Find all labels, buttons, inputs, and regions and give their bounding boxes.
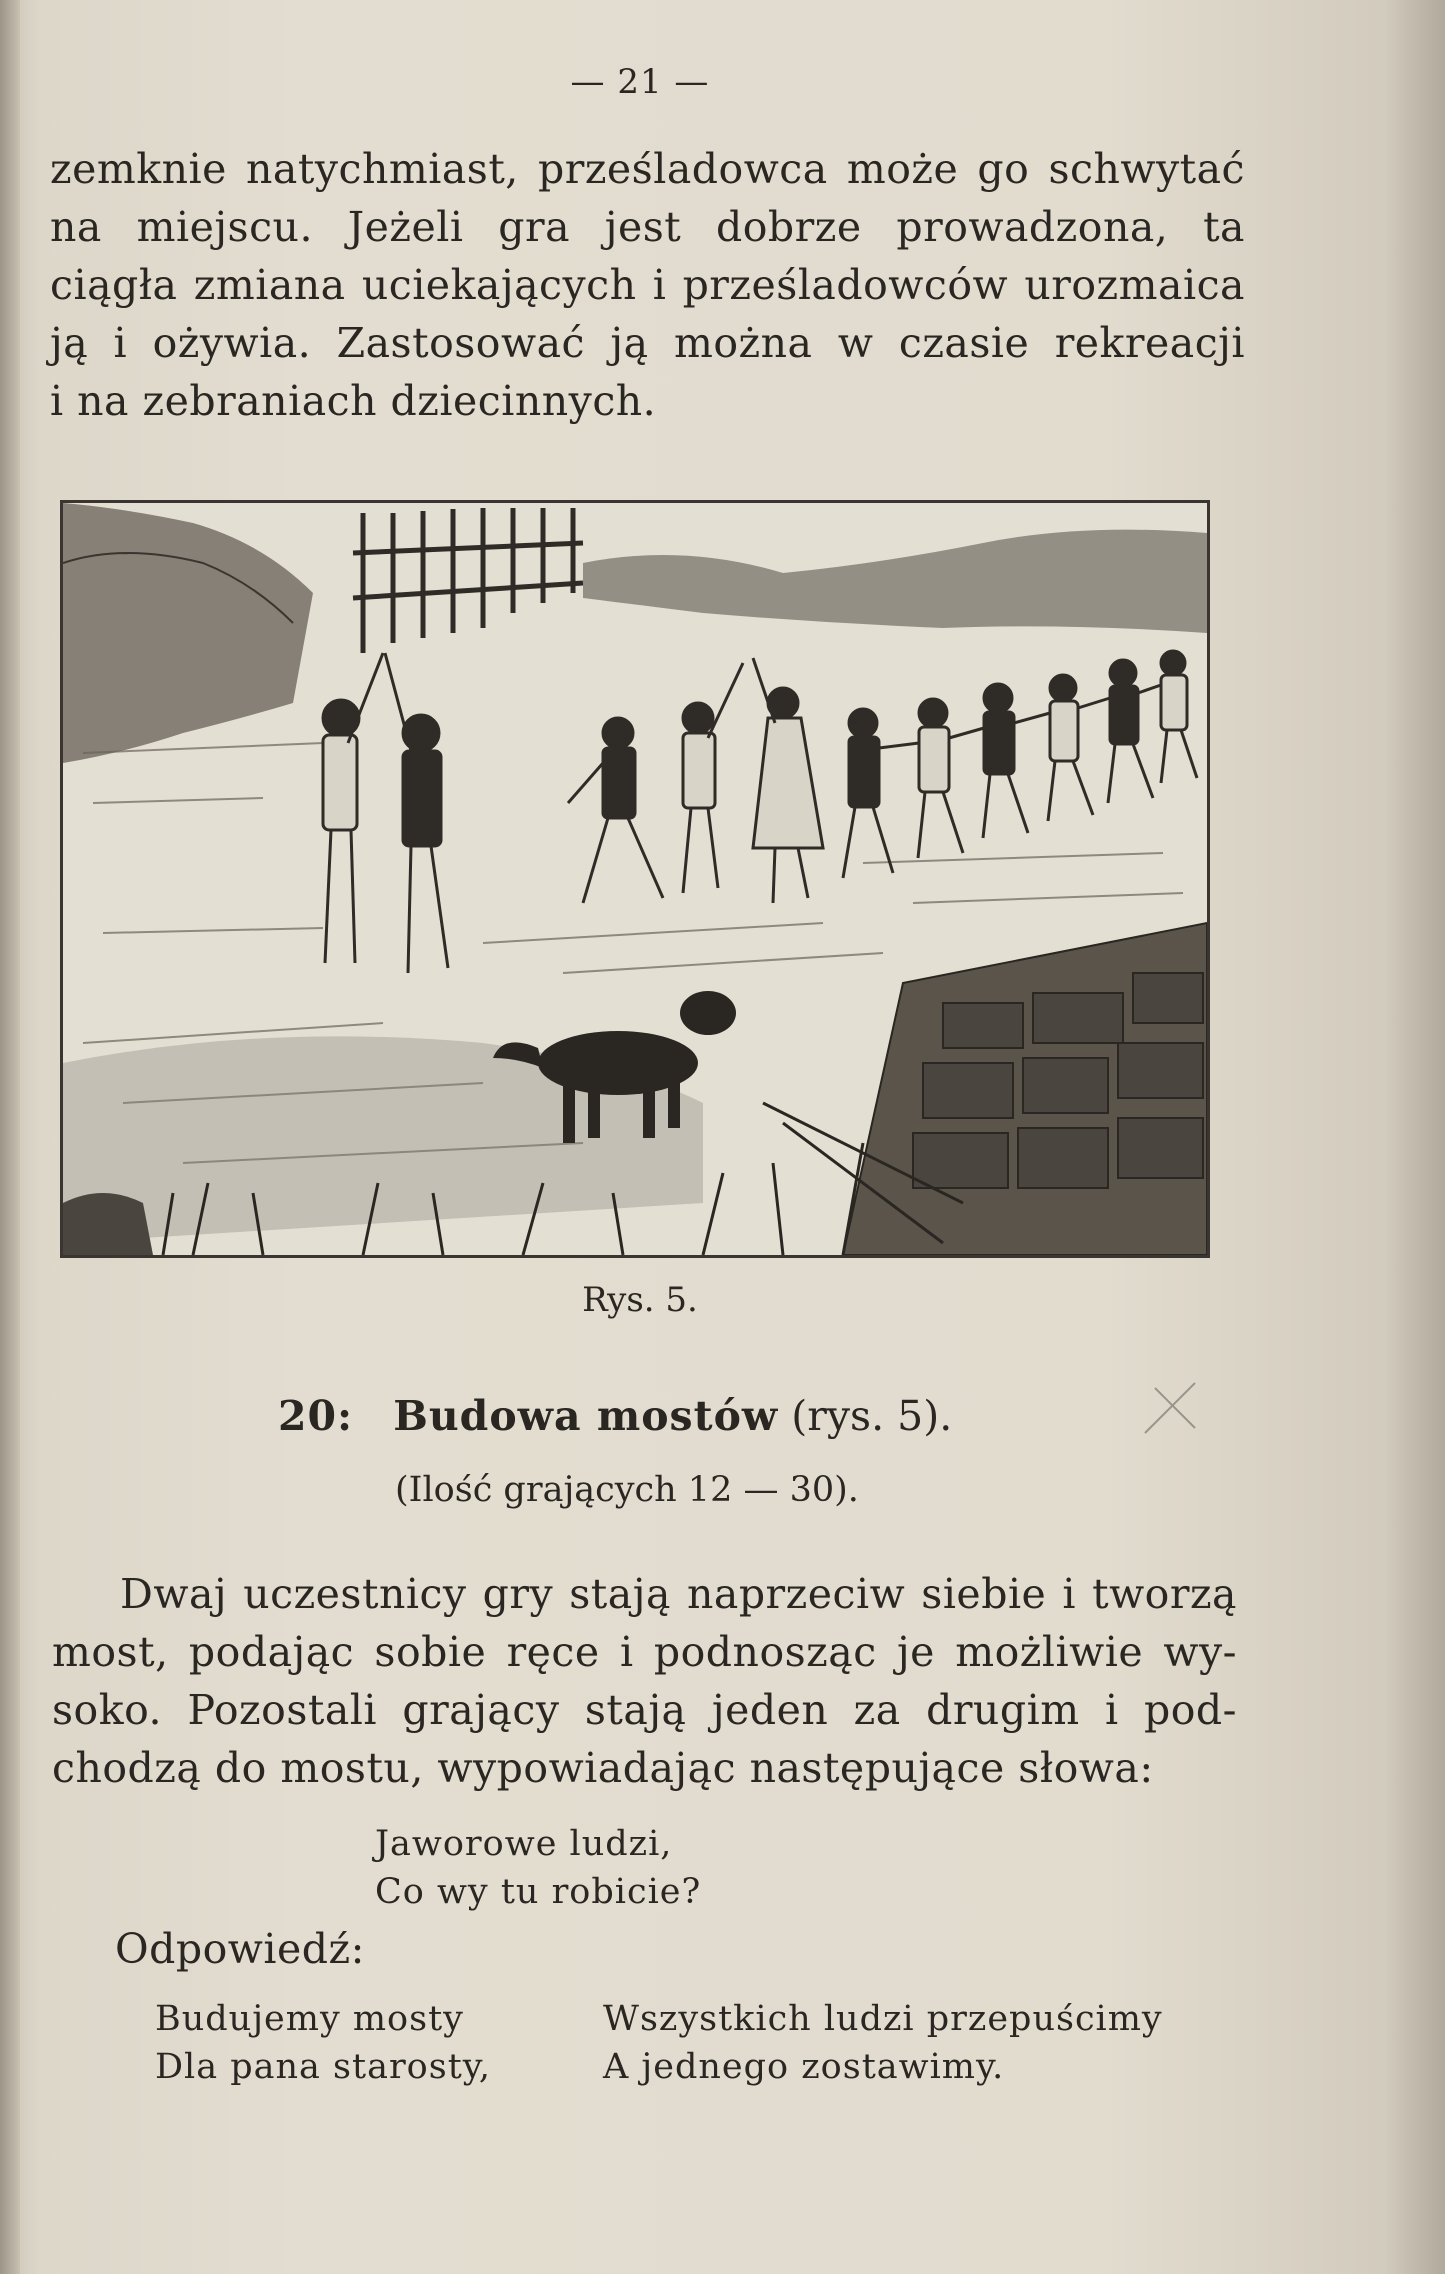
text-line: chodzą do mostu, wypowiadając następujące słowa: [52, 1744, 1154, 1792]
verse-answer-left [155, 1995, 491, 2091]
players-count: (Ilość grających 12 — 30). [395, 1470, 859, 1510]
text-line: i na zebraniach dziecinnych. [50, 377, 657, 425]
figure-caption: Rys. 5. [582, 1280, 698, 1320]
section-heading [278, 1392, 1178, 1440]
text-line: ciągła zmiana uciekających i prześladowców urozmaica [50, 261, 1245, 309]
text-line: ją i ożywia. Zastosować ją można w czasie rekreacji [50, 319, 1245, 367]
page-gutter-edge [0, 0, 20, 2274]
verse-line: Co wy tu robicie? [375, 1872, 702, 1912]
verse-line: Wszystkich ludzi przepuścimy [603, 1999, 1163, 2039]
text-line: Dwaj uczestnicy gry stają naprzeciw siebie i tworzą [120, 1570, 1237, 1618]
page-number: — 21 — [570, 62, 710, 102]
section-title: Budowa mostów [393, 1392, 779, 1440]
verse-question [375, 1820, 975, 1916]
verse-line: Dla pana starosty, [155, 2047, 492, 2087]
section-figure-ref: (rys. 5). [791, 1392, 953, 1440]
top-paragraph [50, 140, 1245, 430]
verse-answer-right [603, 1995, 1163, 2091]
text-line: zemknie natychmiast, prześladowca może go schwytać [50, 145, 1245, 193]
engraving-illustration [60, 500, 1210, 1258]
answer-label: Odpowiedź: [115, 1925, 365, 1973]
main-paragraph [52, 1565, 1237, 1797]
pencil-cross-mark [1140, 1378, 1200, 1438]
text-line: soko. Pozostali grający stają jeden za drugim i pod- [52, 1686, 1237, 1734]
text-line: na miejscu. Jeżeli gra jest dobrze prowadzona, ta [50, 203, 1245, 251]
text-line: most, podając sobie ręce i podnosząc je możliwie wy- [52, 1628, 1237, 1676]
verse-line: Budujemy mosty [155, 1999, 464, 2039]
page-shadow [1385, 0, 1445, 2274]
verse-line: Jaworowe ludzi, [375, 1824, 673, 1864]
verse-line: A jednego zostawimy. [603, 2047, 1005, 2087]
section-number: 20: [278, 1392, 354, 1440]
